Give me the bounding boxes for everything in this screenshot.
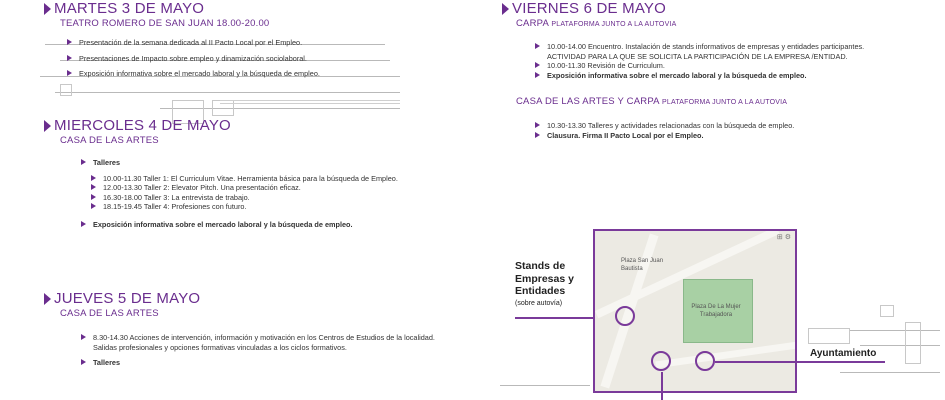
list-item [535,131,880,141]
chevron-right-icon [91,184,96,190]
chevron-right-icon [67,55,72,61]
decorative-line [500,385,590,386]
decorative-line [55,92,400,93]
carpa-location-marker [651,351,671,371]
section-jueves [44,290,444,368]
list-item-text: Clausura. Firma II Pacto Local por el Empleo. [547,130,704,140]
venue-miercoles: CASA DE LAS ARTES [60,135,159,146]
chevron-right-icon [67,39,72,45]
chevron-right-icon [81,221,86,227]
list-item-text: Presentación de la semana dedicada al II Pacto Local por el Empleo. [79,38,303,47]
chevron-right-icon [81,159,86,165]
stands-location-marker [615,306,635,326]
map-zoom-controls[interactable]: ⊞ ⚙ [776,234,791,241]
stands-label [515,260,585,310]
decorative-box [905,322,921,364]
list-item [91,193,444,203]
list-item-text: 8.30-14.30 Acciones de intervención, información y motivación en los Centros de Estudios de la localidad. Salidas profesionales y opciones formativas vinculadas a los ciclos formativos. [93,333,435,352]
venue-viernes-2 [516,96,902,107]
list-item [535,42,880,61]
list-item-text: 10.00-11.30 Taller 1: El Curriculum Vitae. Herramienta básica para la búsqueda de Empleo. [103,173,398,183]
list-item-text: Exposición informativa sobre el mercado laboral y la búsqueda de empleo. [79,69,320,78]
list-item [91,183,444,193]
list-item [67,54,444,64]
day-title-martes [44,0,444,17]
venue-jueves: CASA DE LAS ARTES [60,308,159,319]
ayuntamiento-pointer-line [715,361,885,363]
decorative-box [880,305,894,317]
section-miercoles [44,117,444,229]
map-label-plaza-san-juan: Plaza San Juan Bautista [621,258,664,272]
day-title-text: VIERNES 6 DE MAYO [512,0,666,17]
ayuntamiento-label: Ayuntamiento [810,348,877,359]
venue-subtext: PLATAFORMA JUNTO A LA AUTOVIA [662,99,788,106]
chevron-right-icon [91,203,96,209]
list-item-text: Exposición informativa sobre el mercado laboral y la búsqueda de empleo. [547,70,807,80]
list-item-text: 16.30-18.00 Taller 3: La entrevista de trabajo. [103,192,250,202]
stands-sub-text: (sobre autovía) [515,299,563,307]
day-title-miercoles [44,117,444,134]
day-title-viernes [502,0,902,17]
section-martes [44,0,444,79]
ayuntamiento-location-marker [695,351,715,371]
decorative-box [808,328,850,344]
day-title-text: JUEVES 5 DE MAYO [54,290,201,307]
decorative-box [60,84,72,96]
right-column [502,0,902,140]
list-item [67,38,444,48]
list-item [535,121,880,131]
list-item-text: 10.30-13.30 Talleres y actividades relacionadas con la búsqueda de empleo. [547,121,795,130]
map-label-plaza-mujer: Plaza De La Mujer Trabajadora [691,304,741,318]
venue-text: CARPA [516,18,549,29]
decorative-line [220,100,400,104]
chevron-right-icon [44,120,51,132]
decorative-line [860,345,940,346]
carpa-pointer-line [661,372,663,400]
talleres-heading [81,358,444,368]
chevron-right-icon [535,132,540,138]
list-item-text: 10.00-14.00 Encuentro. Instalación de stands informativos de empresas y entidades participantes. ACTIVIDAD PARA LA QUE SE SOLICITA LA PARTICIPACIÓN DE LA EMPRESA /ENTIDAD. [547,42,865,61]
chevron-right-icon [91,194,96,200]
day-title-text: MARTES 3 DE MAYO [54,0,205,17]
map-road [655,341,797,369]
chevron-right-icon [502,3,509,15]
stands-label-text: Stands de Empresas y Entidades [515,260,574,297]
venue-viernes [516,18,902,29]
list-item [91,202,444,212]
decorative-line [840,372,940,373]
chevron-right-icon [91,175,96,181]
chevron-right-icon [67,70,72,76]
list-item [81,333,443,352]
list-item [91,174,433,184]
list-item [535,71,880,81]
list-item-text: Exposición informativa sobre el mercado laboral y la búsqueda de empleo. [93,219,353,229]
list-item-text: 18.15-19.45 Taller 4: Profesiones con futuro. [103,202,247,211]
decorative-line [850,330,940,331]
list-item [67,69,444,79]
list-item-text: 12.00-13.30 Taller 2: Elevator Pitch. Una presentación eficaz. [103,183,301,192]
list-item-text: Presentaciones de Impacto sobre empleo y dinamización sociolaboral. [79,53,307,63]
chevron-right-icon [535,72,540,78]
chevron-right-icon [44,3,51,15]
day-title-jueves [44,290,444,307]
talleres-label: Talleres [93,158,121,167]
list-item-text: 10.00-11.30 Revisión de Curriculum. [547,61,665,70]
chevron-right-icon [535,62,540,68]
chevron-right-icon [44,293,51,305]
venue-subtext: PLATAFORMA JUNTO A LA AUTOVIA [551,21,677,28]
chevron-right-icon [81,359,86,365]
venue-text: CASA DE LAS ARTES Y CARPA [516,96,660,107]
talleres-label: Talleres [93,358,121,367]
list-item [535,61,880,71]
chevron-right-icon [81,334,86,340]
chevron-right-icon [535,122,540,128]
day-title-text: MIERCOLES 4 DE MAYO [54,117,231,134]
chevron-right-icon [535,43,540,49]
venue-martes: TEATRO ROMERO DE SAN JUAN 18.00-20.00 [60,18,270,29]
list-item [81,220,444,230]
talleres-heading [81,158,444,168]
